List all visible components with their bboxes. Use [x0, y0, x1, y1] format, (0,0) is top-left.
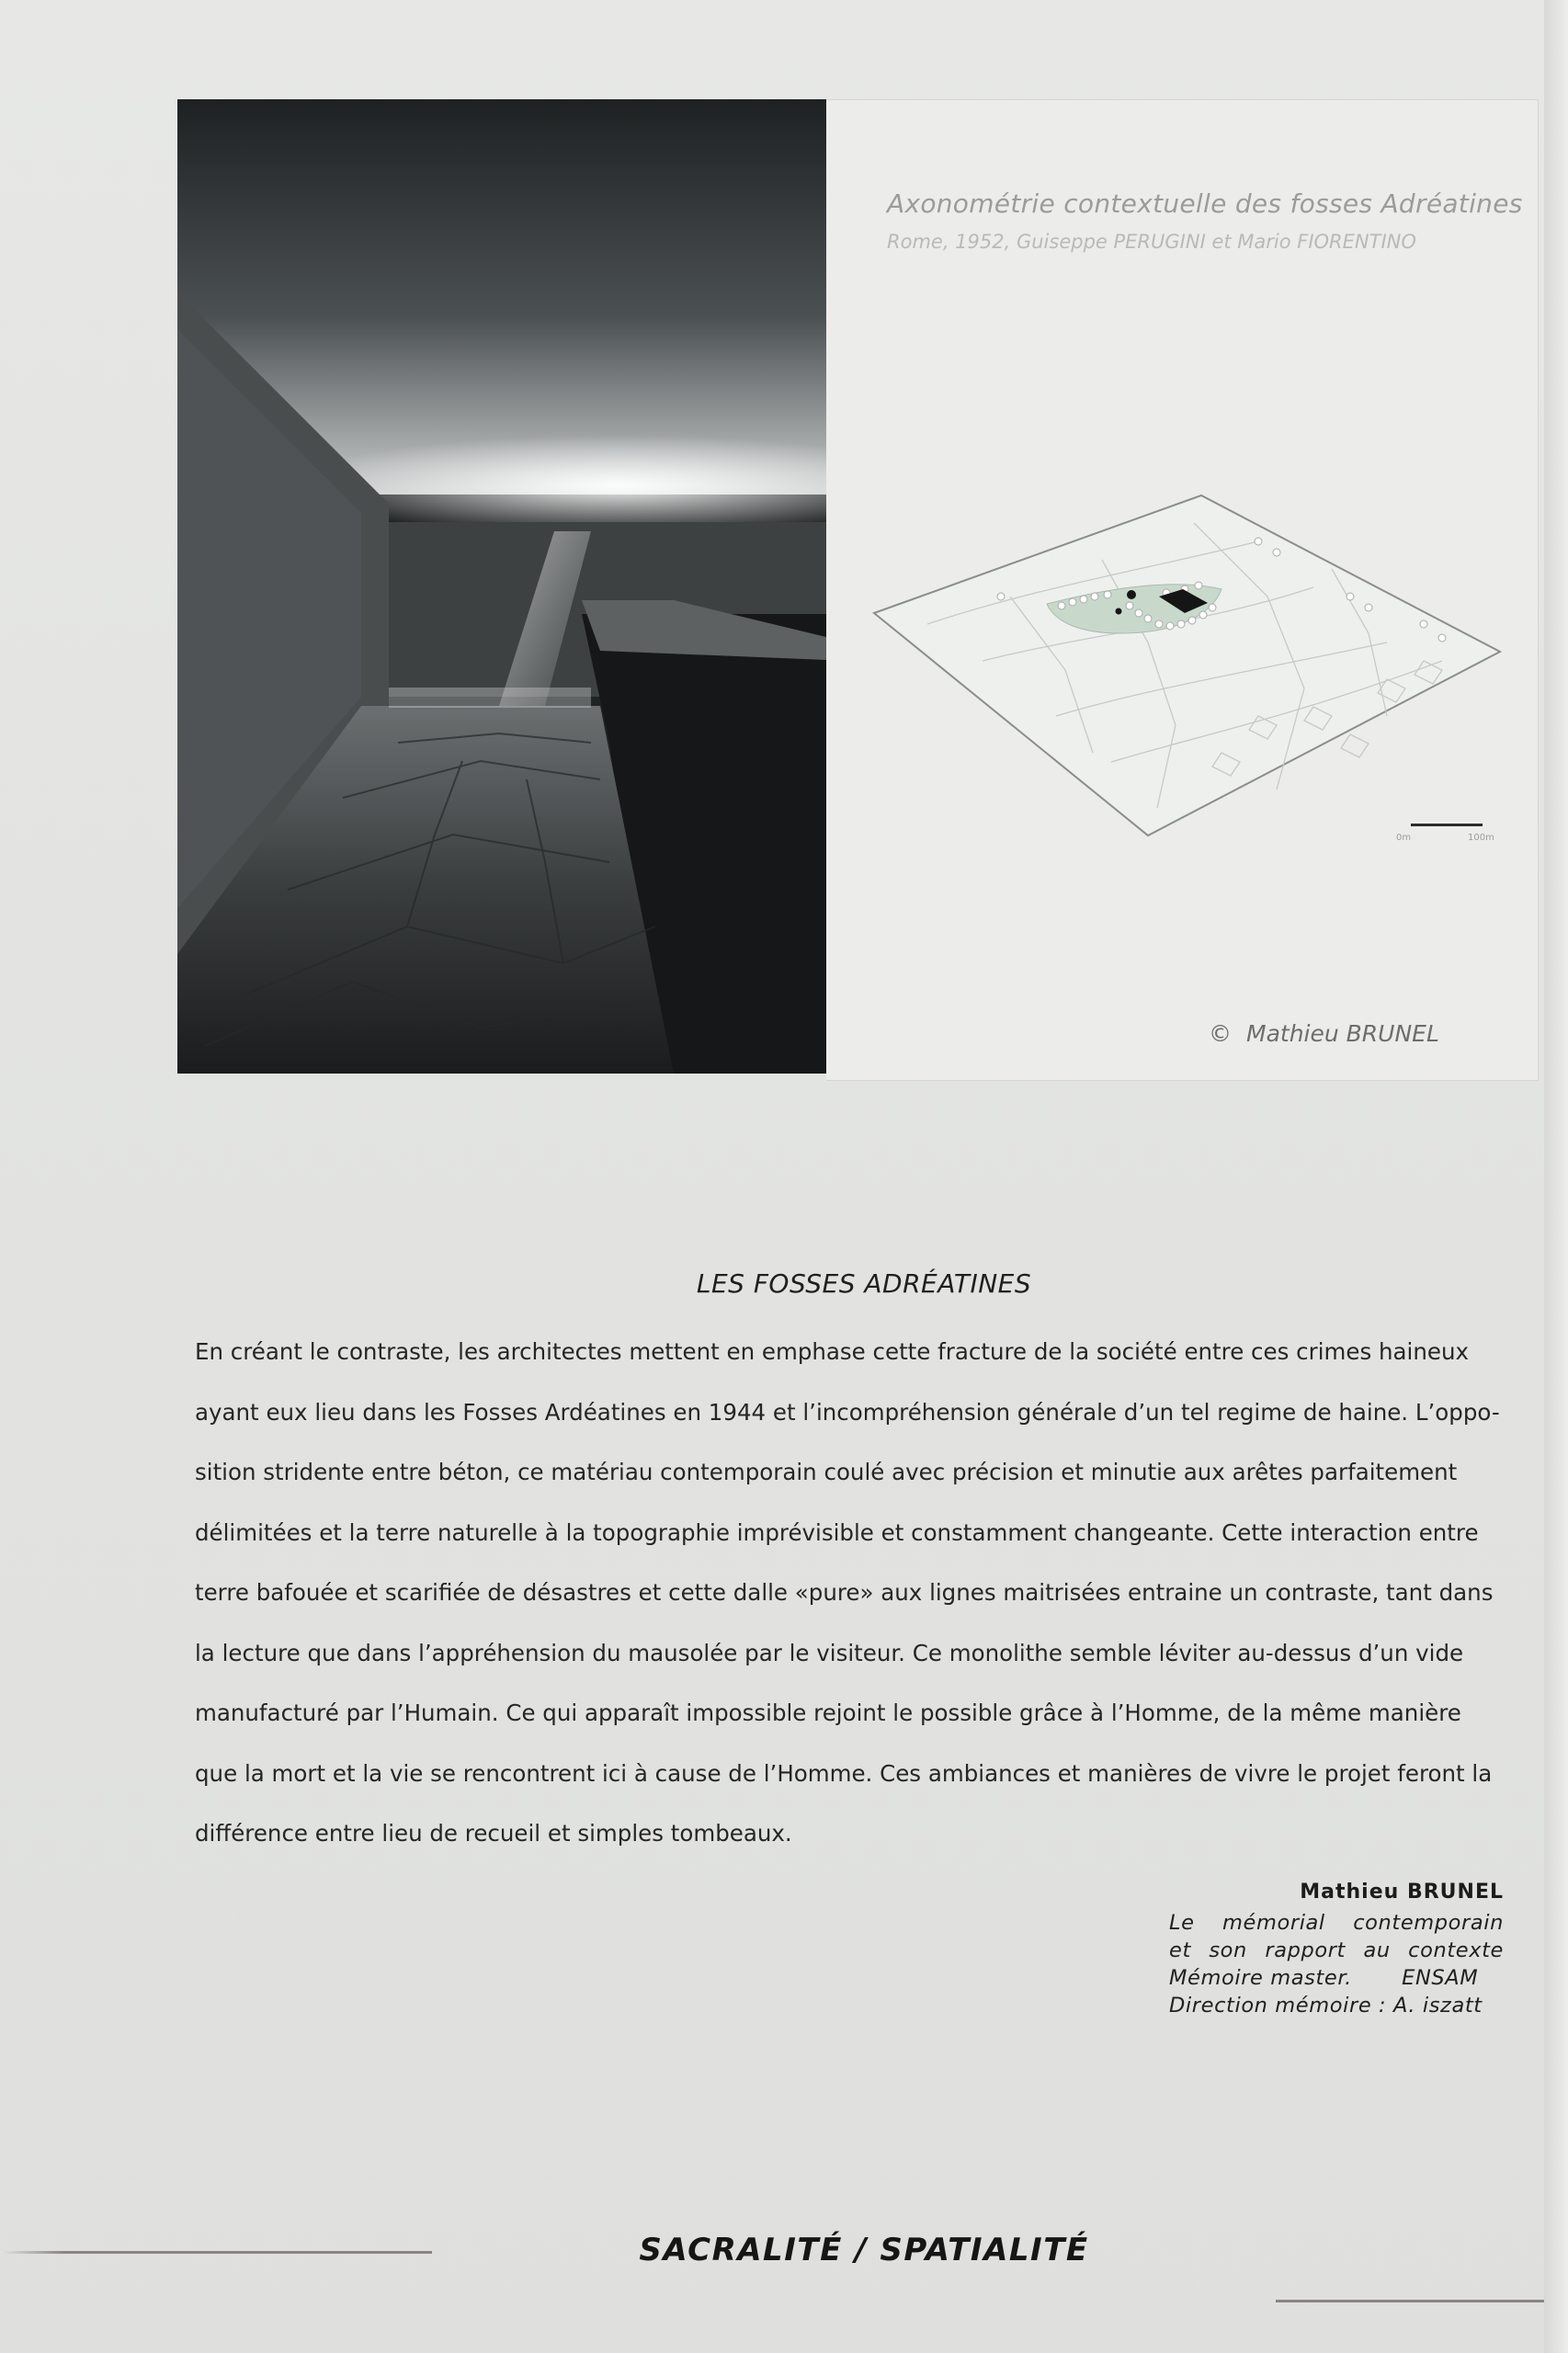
- article-line: que la mort et la vie se rencontrent ici à cause de l’Homme. Ces ambiances et manières de vivre le projet feront la: [195, 1759, 1493, 1787]
- article-line: En créant le contraste, les architectes mettent en emphase cette fracture de la société entre ces crimes haineux: [195, 1338, 1469, 1365]
- article-line: délimitées et la terre naturelle à la topographie imprévisible et constamment changeante. Cette interaction entre: [195, 1518, 1479, 1546]
- article-line: ayant eux lieu dans les Fosses Ardéatines en 1944 et l’incompréhension générale d’un tel regime de haine. L’oppo-: [195, 1398, 1500, 1426]
- article-heading: LES FOSSES ADRÉATINES: [696, 1268, 1032, 1299]
- axonometric-plan-drawing: [872, 486, 1516, 854]
- author-name: Mathieu BRUNEL: [1300, 1881, 1504, 1904]
- article-body: [195, 1322, 1528, 1864]
- photo-copyright: [1209, 1020, 1439, 1047]
- section-title: SACRALITÉ / SPATIALITÉ: [639, 2232, 1089, 2268]
- footer-rule-right: [1276, 2300, 1544, 2302]
- copyright-name: Mathieu BRUNEL: [1246, 1020, 1439, 1047]
- scale-label-end: 100m: [1468, 833, 1494, 843]
- panel-edge: [1544, 0, 1568, 2353]
- article-line: sition stridente entre béton, ce matériau contemporain coulé avec précision et minutie aux arêtes parfaitement: [195, 1459, 1458, 1485]
- article-line: terre bafouée et scarifiée de désastres et cette dalle «pure» aux lignes maitrisées entraine un contraste, tant dans: [195, 1579, 1494, 1606]
- axonometry-panel: [826, 99, 1539, 1081]
- credit-line: Mémoire master. ENSAM: [1169, 1966, 1479, 1990]
- plan-title: Axonométrie contextuelle des fosses Adréatines: [887, 188, 1523, 219]
- credit-line: Le mémorial contemporain: [1169, 1911, 1504, 1935]
- scale-bar: [1411, 824, 1483, 826]
- credit-line: et son rapport au contexte: [1169, 1938, 1504, 1962]
- credit-line: Direction mémoire : A. iszatt: [1169, 1994, 1483, 2018]
- article-line: différence entre lieu de recueil et simples tombeaux.: [195, 1820, 792, 1847]
- scale-label-start: 0m: [1396, 833, 1412, 843]
- credits-block: [1169, 1909, 1504, 2019]
- copyright-icon: ©: [1209, 1020, 1232, 1047]
- article-line: la lecture que dans l’appréhension du mausolée par le visiteur. Ce monolithe semble léviter au-dessus d’un vide: [195, 1639, 1464, 1666]
- article-line: manufacturé par l’Humain. Ce qui apparaît impossible rejoint le possible grâce à l’Homme, de la même manière: [195, 1699, 1461, 1726]
- plan-subtitle: Rome, 1952, Guiseppe PERUGINI et Mario FIORENTINO: [887, 231, 1416, 253]
- memorial-photograph: [177, 99, 826, 1074]
